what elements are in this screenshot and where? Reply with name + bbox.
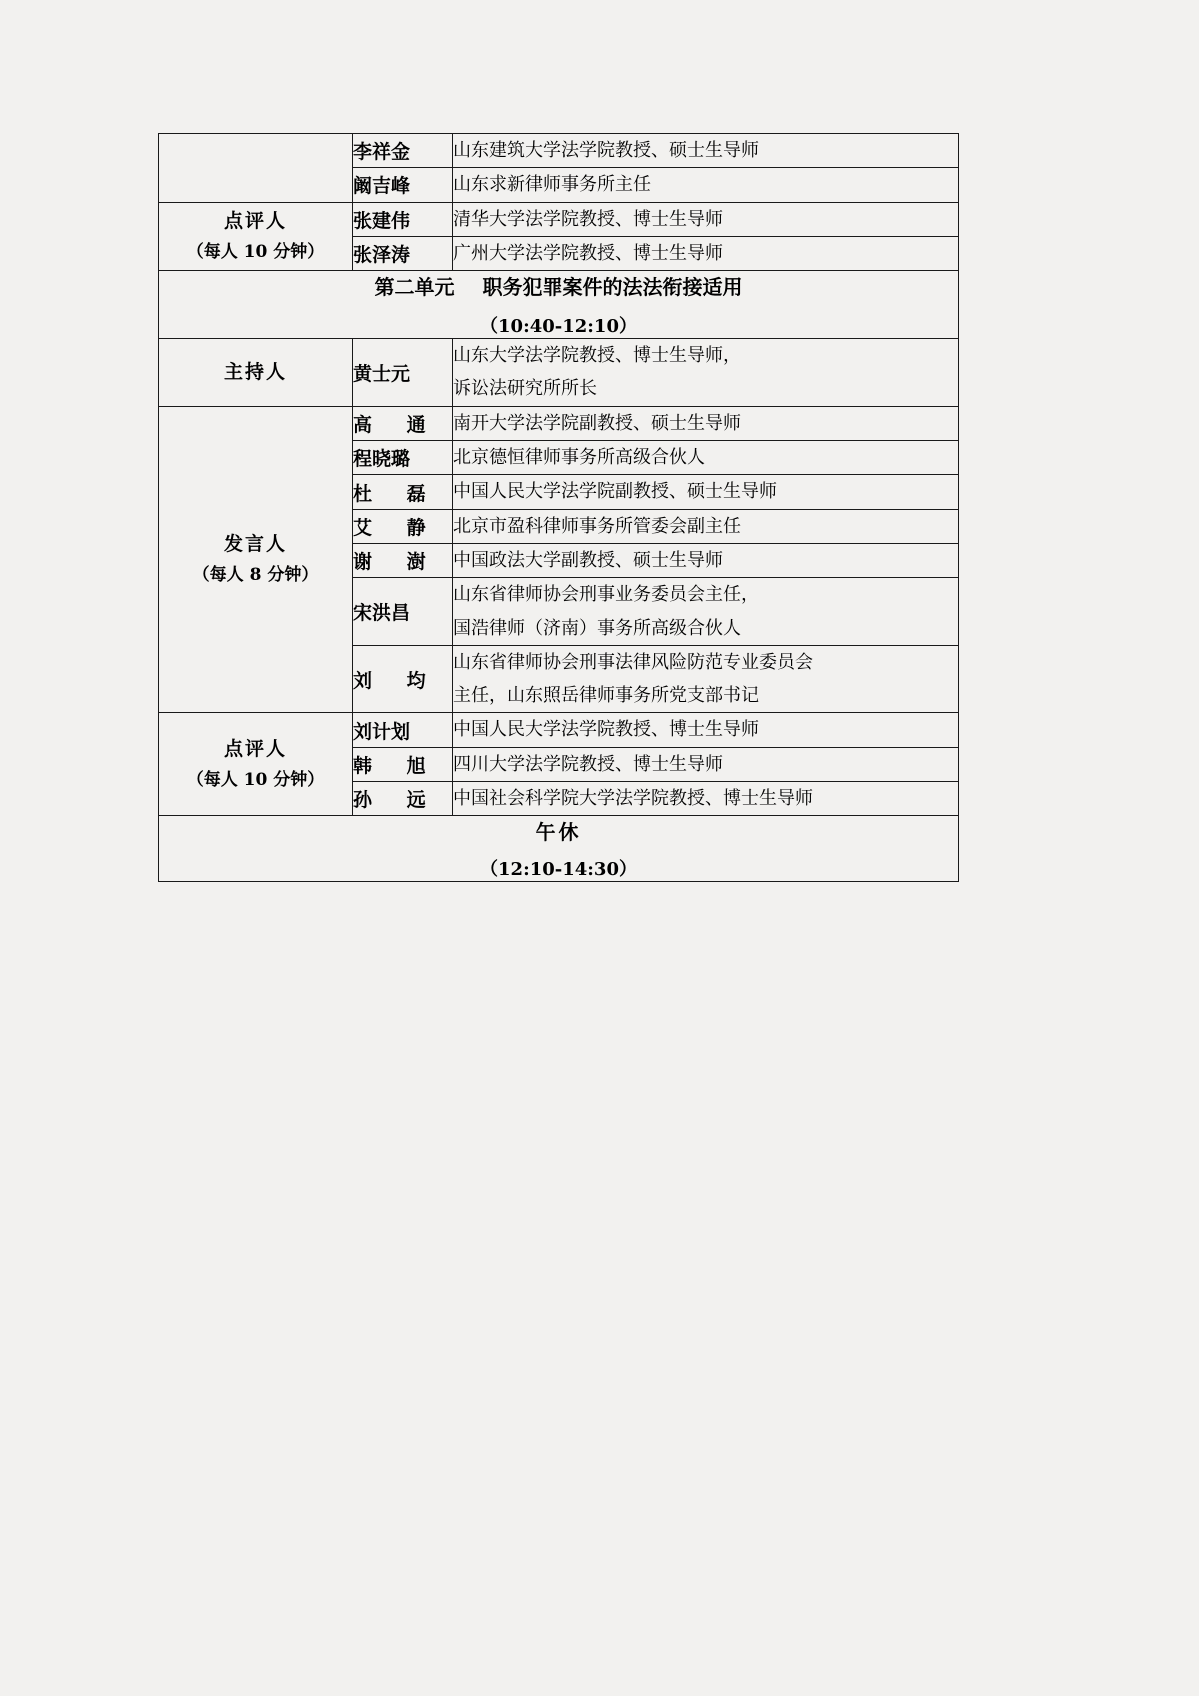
section-time: （10:40-12:10） bbox=[480, 316, 637, 338]
role-title: 主持人 bbox=[223, 360, 287, 383]
person-desc bbox=[453, 543, 959, 577]
role-title: 发言人 bbox=[223, 533, 287, 556]
agenda-table bbox=[158, 133, 959, 882]
role-subtitle: （每人 8 分钟） bbox=[192, 565, 319, 586]
person-name: 程晓璐 bbox=[353, 441, 453, 475]
role-cell-empty bbox=[159, 134, 353, 203]
person-name: 黄士元 bbox=[353, 339, 453, 407]
person-name: 张泽涛 bbox=[353, 236, 453, 270]
role-subtitle: （每人 10 分钟） bbox=[186, 770, 325, 791]
desc-line: 清华大学法学院教授、博士生导师 bbox=[453, 208, 723, 230]
person-desc bbox=[453, 475, 959, 509]
desc-line: 中国人民大学法学院教授、博士生导师 bbox=[453, 719, 759, 741]
person-desc bbox=[453, 782, 959, 816]
person-desc bbox=[453, 713, 959, 747]
person-desc bbox=[453, 406, 959, 440]
table-row bbox=[159, 713, 959, 747]
person-name: 李祥金 bbox=[353, 134, 453, 168]
role-title: 点评人 bbox=[223, 737, 287, 760]
person-desc bbox=[453, 747, 959, 781]
role-subtitle: （每人 10 分钟） bbox=[186, 242, 325, 263]
person-name bbox=[353, 747, 453, 781]
desc-line: 广州大学法学院教授、博士生导师 bbox=[453, 242, 723, 264]
table-row-break bbox=[159, 816, 959, 882]
role-title: 点评人 bbox=[223, 209, 287, 232]
person-desc bbox=[453, 509, 959, 543]
section-title-line bbox=[159, 271, 958, 300]
desc-line: 山东省律师协会刑事业务委员会主任， bbox=[453, 584, 759, 606]
table-row bbox=[159, 406, 959, 440]
section-title: 职务犯罪案件的法法衔接适用 bbox=[482, 275, 743, 300]
person-name bbox=[353, 645, 453, 713]
desc-line: 中国政法大学副教授、硕士生导师 bbox=[453, 549, 723, 571]
person-name bbox=[353, 406, 453, 440]
person-name: 宋洪昌 bbox=[353, 578, 453, 646]
desc-line: 山东建筑大学法学院教授、硕士生导师 bbox=[453, 140, 759, 161]
table-row-section bbox=[159, 271, 959, 339]
lunch-title: 午休 bbox=[535, 820, 582, 845]
lunch-break bbox=[159, 816, 959, 882]
desc-line: 主任，山东照岳律师事务所党支部书记 bbox=[453, 685, 759, 707]
person-desc bbox=[453, 645, 959, 713]
person-desc bbox=[453, 168, 959, 202]
person-name-text: 韩 旭 bbox=[353, 754, 440, 777]
person-desc bbox=[453, 441, 959, 475]
desc-line: 中国人民大学法学院副教授、硕士生导师 bbox=[453, 481, 777, 503]
person-name-text: 刘 均 bbox=[353, 669, 440, 692]
person-name bbox=[353, 543, 453, 577]
person-name bbox=[353, 509, 453, 543]
person-name-text: 杜 磊 bbox=[353, 482, 440, 505]
lunch-time: （12:10-14:30） bbox=[480, 859, 637, 881]
person-name-text: 孙 远 bbox=[353, 789, 440, 812]
person-name-text: 谢 澍 bbox=[353, 551, 440, 574]
role-speaker bbox=[159, 406, 353, 713]
role-host bbox=[159, 339, 353, 407]
person-desc bbox=[453, 578, 959, 646]
desc-line: 北京市盈科律师事务所管委会副主任 bbox=[453, 515, 741, 537]
table-row bbox=[159, 134, 959, 168]
person-name bbox=[353, 782, 453, 816]
desc-line: 北京德恒律师事务所高级合伙人 bbox=[453, 447, 705, 469]
desc-line: 山东求新律师事务所主任 bbox=[453, 174, 651, 196]
person-name-text: 高 通 bbox=[353, 413, 440, 436]
role-commentator-1 bbox=[159, 202, 353, 271]
section-unit: 第二单元 bbox=[374, 275, 455, 300]
desc-line: 中国社会科学院大学法学院教授、博士生导师 bbox=[453, 788, 813, 810]
desc-line: 山东大学法学院教授、博士生导师， bbox=[453, 345, 741, 367]
person-name-text: 艾 静 bbox=[353, 516, 440, 539]
role-commentator-2 bbox=[159, 713, 353, 816]
section-header bbox=[159, 271, 959, 339]
person-name: 张建伟 bbox=[353, 202, 453, 236]
person-name bbox=[353, 475, 453, 509]
desc-line: 南开大学法学院副教授、硕士生导师 bbox=[453, 412, 741, 434]
person-name: 阚吉峰 bbox=[353, 168, 453, 202]
person-desc bbox=[453, 134, 959, 168]
person-desc bbox=[453, 202, 959, 236]
desc-line: 诉讼法研究所所长 bbox=[453, 378, 597, 400]
desc-line: 四川大学法学院教授、博士生导师 bbox=[453, 753, 723, 775]
desc-line: 国浩律师（济南）事务所高级合伙人 bbox=[453, 617, 741, 639]
table-row bbox=[159, 339, 959, 407]
table-row bbox=[159, 202, 959, 236]
person-desc bbox=[453, 339, 959, 407]
desc-line: 山东省律师协会刑事法律风险防范专业委员会 bbox=[453, 651, 813, 673]
person-name: 刘计划 bbox=[353, 713, 453, 747]
person-desc bbox=[453, 236, 959, 270]
